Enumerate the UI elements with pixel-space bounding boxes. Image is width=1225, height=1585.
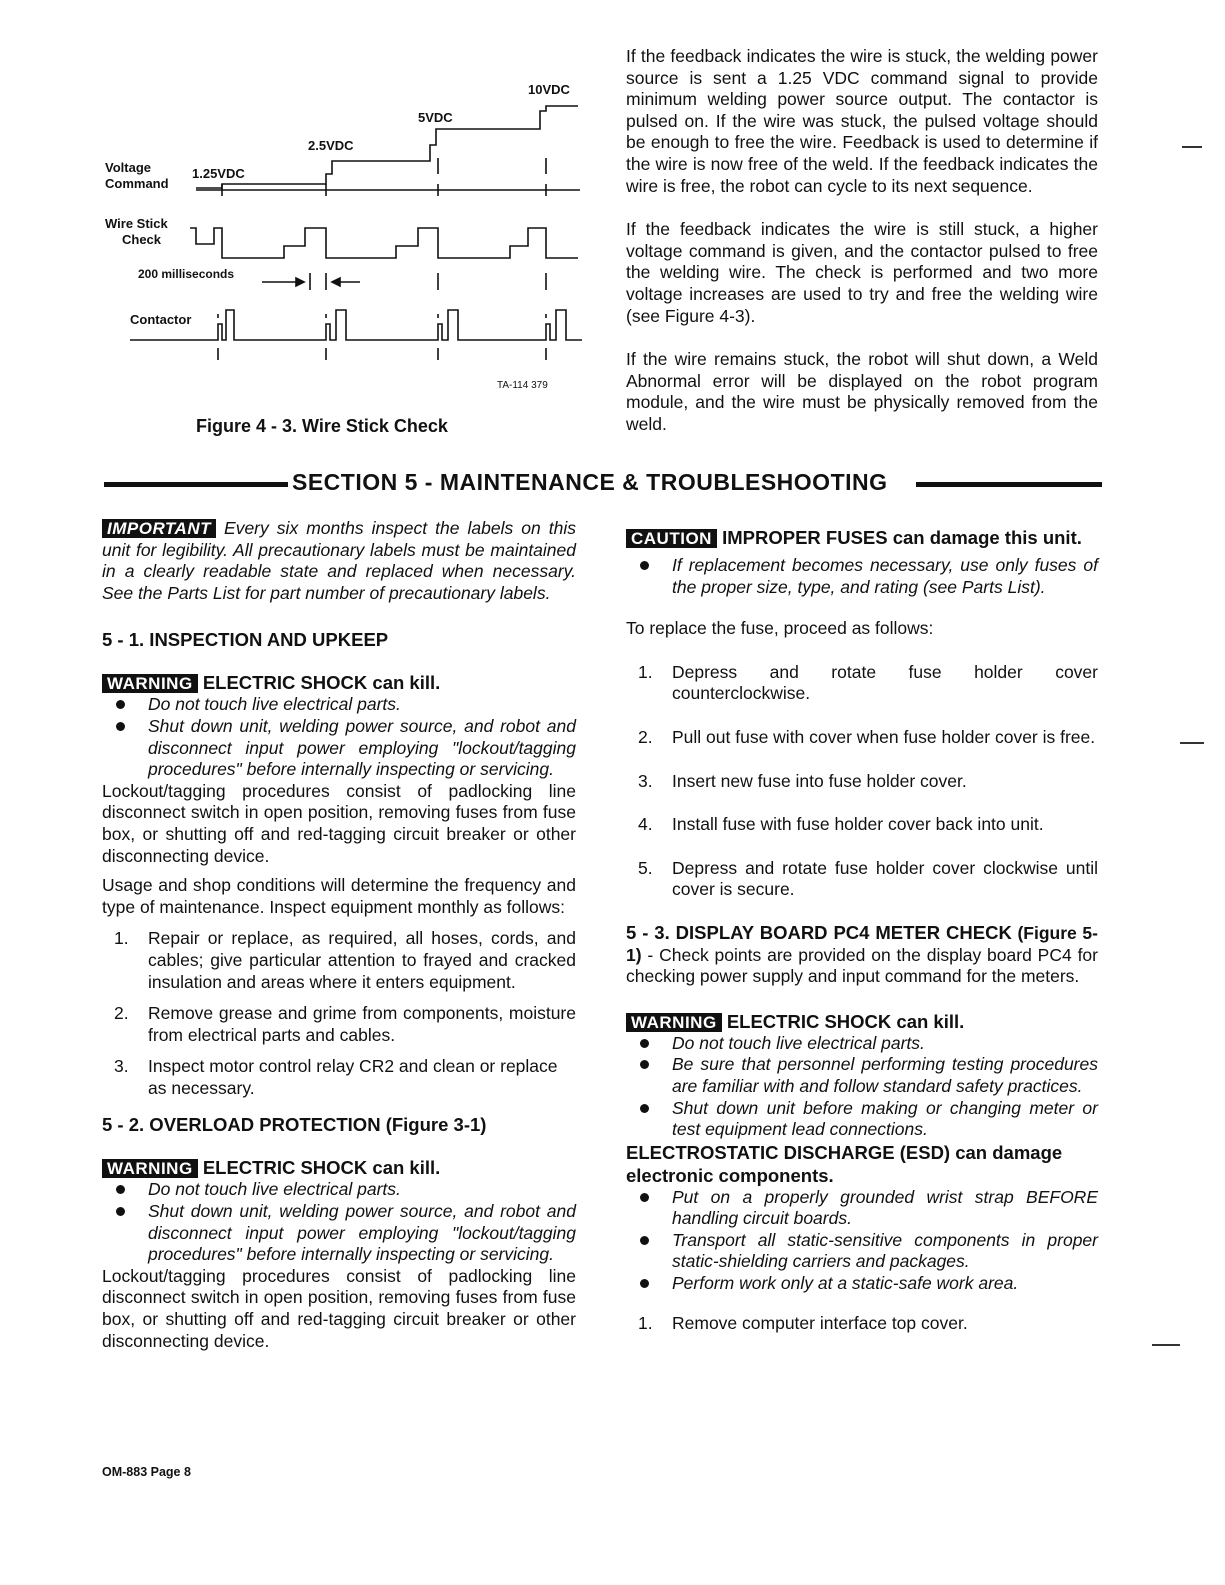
- list-item: 5. Depress and rotate fuse holder cover clockwise until cover is secure.: [638, 857, 1098, 900]
- warning-title: ELECTRIC SHOCK can kill.: [202, 1157, 441, 1179]
- margin-mark: [1182, 146, 1202, 148]
- lockout-text: Lockout/tagging procedures consist of padlocking line disconnect switch in open position, removing fuses from fuse box, or shutting off and red-tagging circuit breaker or other disconnecting device.: [102, 1265, 576, 1351]
- section-rule-right: [916, 482, 1102, 487]
- margin-mark: [1152, 1344, 1180, 1346]
- warning-bullet: Shut down unit, welding power source, and robot and disconnect input power employing "lockout/tagging procedures" before internally inspecting or servicing.: [102, 1201, 576, 1266]
- fig-level-10: 10VDC: [528, 82, 570, 97]
- heading-5-1: 5 - 1. INSPECTION AND UPKEEP: [102, 629, 389, 651]
- fig-label-200ms: 200 milliseconds: [138, 267, 235, 281]
- usage-text: Usage and shop conditions will determine the frequency and type of maintenance. Inspect equipment monthly as follows:: [102, 875, 576, 917]
- important-text: Every six months inspect the labels on this unit for legibility. All precautionary labels must be maintained in a clearly readable state and replaced when necessary. See the Parts List for part number of precautionary labels.: [102, 518, 576, 603]
- esd-bullet: Perform work only at a static-safe work area.: [626, 1273, 1098, 1295]
- ta-number: TA-114 379: [497, 380, 548, 391]
- fig-label-voltage: Voltage: [105, 160, 151, 175]
- paragraph: If the feedback indicates the wire is still stuck, a higher voltage command is given, and the contactor pulsed to free the welding wire. The check is performed and two more voltage increases are used to try and free the welding wire (see Figure 4-3).: [626, 219, 1098, 326]
- fig-label-check: Check: [122, 232, 162, 247]
- warning-bullet: Be sure that personnel performing testing procedures are familiar with and follow standard safety practices.: [626, 1054, 1098, 1097]
- footer-page-number: OM-883 Page 8: [102, 1465, 191, 1479]
- fig-level-2-5: 2.5VDC: [308, 138, 354, 153]
- heading-5-2: 5 - 2. OVERLOAD PROTECTION (Figure 3-1): [102, 1114, 487, 1136]
- section-title: SECTION 5 - MAINTENANCE & TROUBLESHOOTING: [292, 469, 888, 495]
- figure-caption: Figure 4 - 3. Wire Stick Check: [196, 416, 448, 436]
- heading-5-3-paragraph: [626, 921, 1098, 988]
- warning-bullet: Shut down unit before making or changing meter or test equipment lead connections.: [626, 1098, 1098, 1141]
- section-rule-left: [104, 482, 288, 487]
- top-right-text: [626, 46, 1098, 436]
- warning-label: WARNING: [102, 1159, 198, 1178]
- warning-title: ELECTRIC SHOCK can kill.: [726, 1010, 965, 1032]
- list-item: 1. Remove computer interface top cover.: [638, 1312, 968, 1333]
- margin-mark: [1180, 742, 1204, 744]
- warning-bullet: Shut down unit, welding power source, and robot and disconnect input power employing "lockout/tagging procedures" before internally inspecting or servicing.: [102, 716, 576, 781]
- caution-title: IMPROPER FUSES can damage this unit.: [722, 527, 1082, 548]
- caution-bullet: If replacement becomes necessary, use only fuses of the proper size, type, and rating (see Parts List).: [626, 555, 1098, 598]
- list-item: 3. Insert new fuse into fuse holder cover.: [638, 770, 967, 791]
- replace-intro: To replace the fuse, proceed as follows:: [626, 618, 934, 639]
- esd-title: ELECTROSTATIC DISCHARGE (ESD) can damage electronic components.: [626, 1141, 1063, 1186]
- warning-label: WARNING: [626, 1013, 722, 1032]
- fig-label-command: Command: [105, 176, 169, 191]
- heading-5-3-ref: (Figure 5-1): [626, 922, 1098, 965]
- right-column: [626, 526, 1098, 1334]
- esd-bullet: Transport all static-sensitive components in proper static-shielding carriers and packages.: [626, 1230, 1098, 1273]
- lockout-text: Lockout/tagging procedures consist of padlocking line disconnect switch in open position, removing fuses from fuse box, or shutting off and red-tagging circuit breaker or other disconnecting device.: [102, 780, 576, 866]
- list-item: 3. Inspect motor control relay CR2 and clean or replace as necessary.: [114, 1056, 558, 1098]
- heading-5-3-text: - Check points are provided on the display board PC4 for checking power supply and input command for the meters.: [626, 944, 1098, 987]
- list-item: 2. Pull out fuse with cover when fuse holder cover is free.: [638, 726, 1096, 747]
- list-item: 2. Remove grease and grime from components, moisture from electrical parts and cables.: [114, 1003, 576, 1045]
- fig-label-wire-stick: Wire Stick: [105, 216, 168, 231]
- paragraph: If the feedback indicates the wire is stuck, the welding power source is sent a 1.25 VDC command signal to provide minimum welding power source output. The contactor is pulsed on. If the wire was stuck, the pulsed voltage should be enough to free the wire. Feedback is used to determine if the wire is now free of the weld. If the feedback indicates the wire is free, the robot can cycle to its next sequence.: [626, 46, 1098, 196]
- warning-title: ELECTRIC SHOCK can kill.: [202, 672, 441, 694]
- esd-bullet: Put on a properly grounded wrist strap BEFORE handling circuit boards.: [626, 1187, 1098, 1230]
- wire-stick-check-figure: [100, 78, 600, 378]
- list-item: 1. Repair or replace, as required, all hoses, cords, and cables; give particular attention to frayed and cracked insulation and areas where it enters equipment.: [114, 928, 576, 992]
- heading-5-3: 5 - 3. DISPLAY BOARD PC4 METER CHECK: [626, 921, 1012, 943]
- fig-level-5: 5VDC: [418, 110, 453, 125]
- paragraph: If the wire remains stuck, the robot will shut down, a Weld Abnormal error will be displayed on the robot program module, and the wire must be physically removed from the weld.: [626, 349, 1098, 434]
- warning-label: WARNING: [102, 674, 198, 693]
- important-label: IMPORTANT: [102, 519, 216, 538]
- list-item: 1. Depress and rotate fuse holder cover counterclockwise.: [638, 661, 1098, 704]
- fig-level-1-25: 1.25VDC: [192, 166, 245, 181]
- warning-bullet: Do not touch live electrical parts.: [626, 1033, 1098, 1055]
- fig-label-contactor: Contactor: [130, 312, 192, 327]
- left-column: [102, 518, 576, 1352]
- warning-bullet: Do not touch live electrical parts.: [102, 694, 576, 716]
- caution-label: CAUTION: [626, 529, 717, 548]
- list-item: 4. Install fuse with fuse holder cover back into unit.: [638, 814, 1044, 835]
- warning-bullet: Do not touch live electrical parts.: [102, 1179, 576, 1201]
